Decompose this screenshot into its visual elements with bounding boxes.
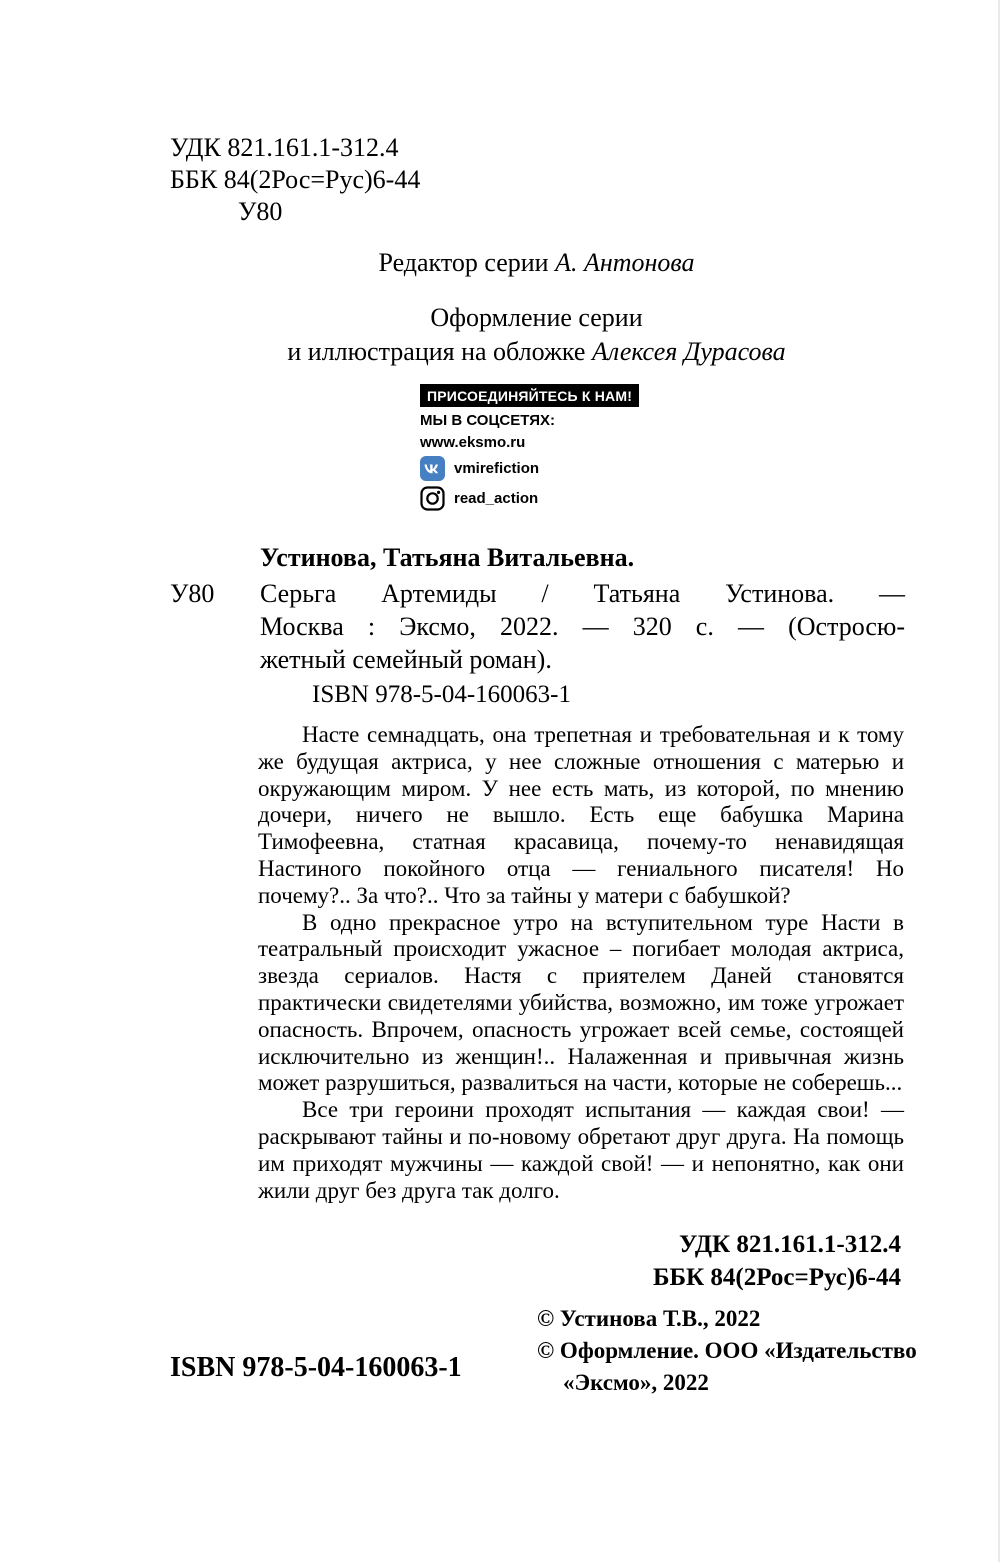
udk-code-bottom: УДК 821.161.1-312.4 (679, 1231, 901, 1258)
socials-label: МЫ В СОЦСЕТЯХ: (420, 412, 556, 429)
copyright-design-line2: «Эксмо», 2022 (563, 1370, 709, 1395)
copyright-design-line1: © Оформление. ООО «Издательство (537, 1338, 917, 1363)
author-sign-code-top: У80 (238, 197, 283, 226)
footer-isbn: ISBN 978-5-04-160063-1 (170, 1352, 462, 1383)
annotation-paragraph-1: Насте семнадцать, она трепетная и требовательная и к тому же будущая актриса, у нее сложные отношения с матерью и окружающим миром. У нее есть мать, из которой, по мнению дочери, ничего не вышло. Есть еще бабушка Марина Тимофеевна, статная красавица, почему-то ненавидящая Настиного покойного отца — гениального писателя! Но почему?.. За что?.. Что за тайны у матери с бабушкой? (258, 722, 904, 908)
biblio-isbn: ISBN 978-5-04-160063-1 (312, 681, 572, 708)
top-codes (170, 132, 420, 228)
copyright-author: © Устинова Т.В., 2022 (537, 1306, 761, 1331)
series-editor-name: А. Антонова (555, 248, 695, 277)
design-credit-line1: Оформление серии (430, 303, 643, 332)
vk-handle: vmirefiction (454, 460, 540, 477)
social-media-block (420, 384, 639, 511)
vk-icon (420, 456, 445, 481)
design-credit-name: Алексея Дурасова (591, 337, 786, 366)
publisher-website: www.eksmo.ru (420, 434, 526, 451)
series-editor-line (170, 248, 903, 278)
series-design-credit (170, 301, 903, 369)
instagram-row (420, 486, 639, 511)
join-us-banner: ПРИСОЕДИНЯЙТЕСЬ К НАМ! (420, 384, 639, 407)
biblio-author: Устинова, Татьяна Витальевна. (260, 543, 635, 572)
design-credit-line2 (170, 335, 903, 369)
biblio-entry-line: Москва : Эксмо, 2022. — 320 с. — (Остросю- (260, 612, 905, 641)
annotation-paragraph-2: В одно прекрасное утро на вступительном туре Насти в театральный происходит ужасное – погибает молодая актриса, звезда сериалов. Настя с приятелем Даней становятся практически свидетелями убийства, возможно, им тоже угрожает опасность. Впрочем, опасность угрожает всей семье, состоящей исключительно из женщин!.. Налаженная и привычная жизнь может разрушиться, развалиться на части, которые не соберешь... (258, 909, 904, 1096)
bottom-codes (653, 1228, 901, 1294)
biblio-entry-line: жетный семейный роман). (260, 645, 552, 674)
udk-code-top: УДК 821.161.1-312.4 (170, 133, 399, 162)
instagram-icon (420, 486, 445, 511)
biblio-entry-line: Серьга Артемиды / Татьяна Устинова. — (260, 579, 905, 608)
instagram-handle: read_action (454, 490, 539, 507)
bbk-code-top: ББК 84(2Рос=Рус)6-44 (170, 165, 421, 194)
author-sign-code-margin: У80 (170, 579, 215, 608)
copyright-block (537, 1303, 917, 1399)
design-credit-label: и иллюстрация на обложке (287, 337, 592, 366)
biblio-entry (260, 577, 905, 676)
vk-row (420, 456, 639, 481)
annotation-paragraph-3: Все три героини проходят испытания — каждая свои! — раскрывают тайны и по-новому обретают друг друга. На помощь им приходят мужчины — каждой свой! — и непонятно, как они жили друг без друга так долго. (258, 1097, 904, 1203)
series-editor-label: Редактор серии (378, 248, 556, 277)
annotation (258, 722, 904, 1204)
bbk-code-bottom: ББК 84(2Рос=Рус)6-44 (653, 1264, 901, 1291)
